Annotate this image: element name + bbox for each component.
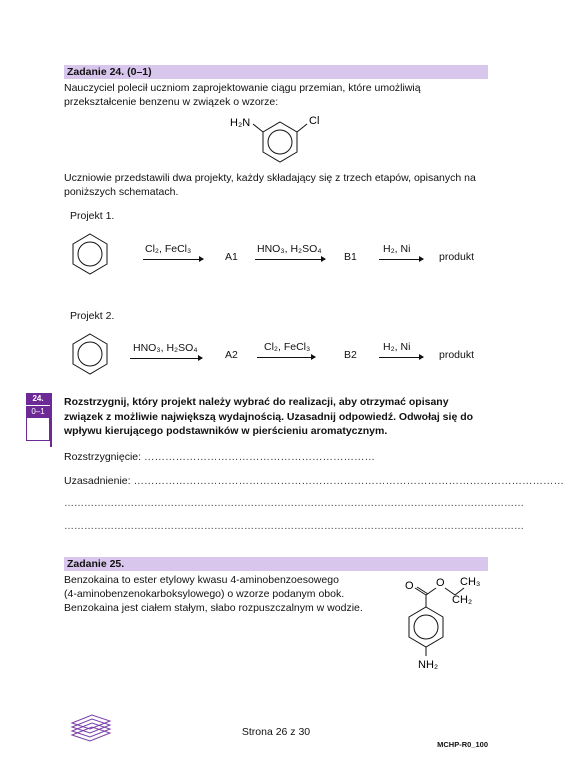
task-24-question: Rozstrzygnij, który projekt należy wybrać do realizacji, aby otrzymać opisany związek z możliwie największą wydajnością. Uzasadnij odpowiedź. Odwołaj się do wpływu kierującego podstawników w pierścieniu aromatycznym. xyxy=(64,396,474,437)
amine-group-label: H₂N xyxy=(230,117,251,129)
project-2-title: Projekt 2. xyxy=(70,310,115,322)
task-24-intro: Nauczyciel polecił uczniom zaprojektowanie ciągu przemian, które umożliwią przekształcenie benzenu w związek o wzorze: xyxy=(64,82,421,108)
project-1-intermediate-a1: A1 xyxy=(225,251,238,263)
arrow-head-icon xyxy=(419,354,424,360)
benzocaine-structure xyxy=(392,570,492,680)
reaction-arrow xyxy=(257,357,315,358)
project-1-step-3-reagents: H₂, Ni xyxy=(383,243,411,255)
exam-code: MCHP-R0_100 xyxy=(437,740,488,749)
reaction-arrow xyxy=(379,259,423,260)
reaction-arrow xyxy=(255,259,325,260)
justification-line-2[interactable]: ………………………………………………………………………………………………………………………… xyxy=(64,498,524,509)
carbonyl-oxygen-label: O xyxy=(405,580,414,592)
project-2-step-1-reagents: HNO₃, H₂SO₄ xyxy=(133,342,198,354)
arrow-head-icon xyxy=(199,256,204,262)
task-25-header xyxy=(64,557,488,571)
projects-intro: Uczniowie przedstawili dwa projekty, każdy składający się z trzech etapów, opisanych na poniższych schematach. xyxy=(64,172,476,198)
task-25-title: Zadanie 25. xyxy=(67,558,125,570)
project-2-product: produkt xyxy=(439,349,475,361)
answer-label: Rozstrzygnięcie: xyxy=(64,451,142,463)
methylene-group-label: CH₂ xyxy=(452,594,473,606)
benzene-ring-icon xyxy=(70,231,110,277)
project-2-intermediate-b2: B2 xyxy=(344,349,357,361)
page-number: Strona 26 z 30 xyxy=(241,726,311,738)
task-24-title: Zadanie 24. (0–1) xyxy=(67,66,152,78)
project-2-step-2-reagents: Cl₂, FeCl₃ xyxy=(264,341,311,353)
score-entry-field[interactable] xyxy=(26,417,50,441)
arrow-head-icon xyxy=(419,256,424,262)
reaction-arrow xyxy=(379,357,423,358)
margin-divider xyxy=(50,393,52,447)
task-number-label: 24. xyxy=(26,393,50,405)
task-25-text xyxy=(64,573,363,615)
project-1-step-1-reagents: Cl₂, FeCl₃ xyxy=(145,243,192,255)
methyl-group-label: CH₃ xyxy=(460,576,481,588)
project-2-step-3-reagents: H₂, Ni xyxy=(383,341,411,353)
target-molecule-structure xyxy=(225,110,335,170)
justification-label: Uzasadnienie: xyxy=(64,475,131,487)
arrow-head-icon xyxy=(198,355,203,361)
project-1-step-2-reagents: HNO₃, H₂SO₄ xyxy=(257,243,322,255)
justification-line-3[interactable]: ………………………………………………………………………………………………………………………… xyxy=(64,521,524,532)
reaction-arrow xyxy=(130,358,202,359)
ester-oxygen-label: O xyxy=(436,577,445,589)
task-25-text-line-3: Benzokaina jest ciałem stałym, słabo rozpuszczalnym w wodzie. xyxy=(64,602,363,614)
score-range-label: 0–1 xyxy=(26,405,50,417)
justification-line[interactable]: Uzasadnienie: …………………………………………………………………………………………………………… xyxy=(64,475,564,487)
arrow-head-icon xyxy=(321,256,326,262)
task-24-header xyxy=(64,65,488,79)
benzene-ring-icon xyxy=(70,331,110,377)
arrow-head-icon xyxy=(311,354,316,360)
project-2-intermediate-a2: A2 xyxy=(225,349,238,361)
score-box xyxy=(26,393,50,441)
answer-line[interactable]: Rozstrzygnięcie: ………………………………………………………… xyxy=(64,451,375,463)
project-1-intermediate-b1: B1 xyxy=(344,251,357,263)
project-1-title: Projekt 1. xyxy=(70,210,115,222)
amino-group-label: NH₂ xyxy=(418,659,439,671)
task-25-text-line-2: (4-aminobenzenokarboksylowego) o wzorze podanym obok. xyxy=(64,588,345,600)
project-1-product: produkt xyxy=(439,251,475,263)
reaction-arrow xyxy=(143,259,203,260)
chloro-group-label: Cl xyxy=(309,115,320,127)
task-25-text-line-1: Benzokaina to ester etylowy kwasu 4-aminobenzoesowego xyxy=(64,574,339,586)
